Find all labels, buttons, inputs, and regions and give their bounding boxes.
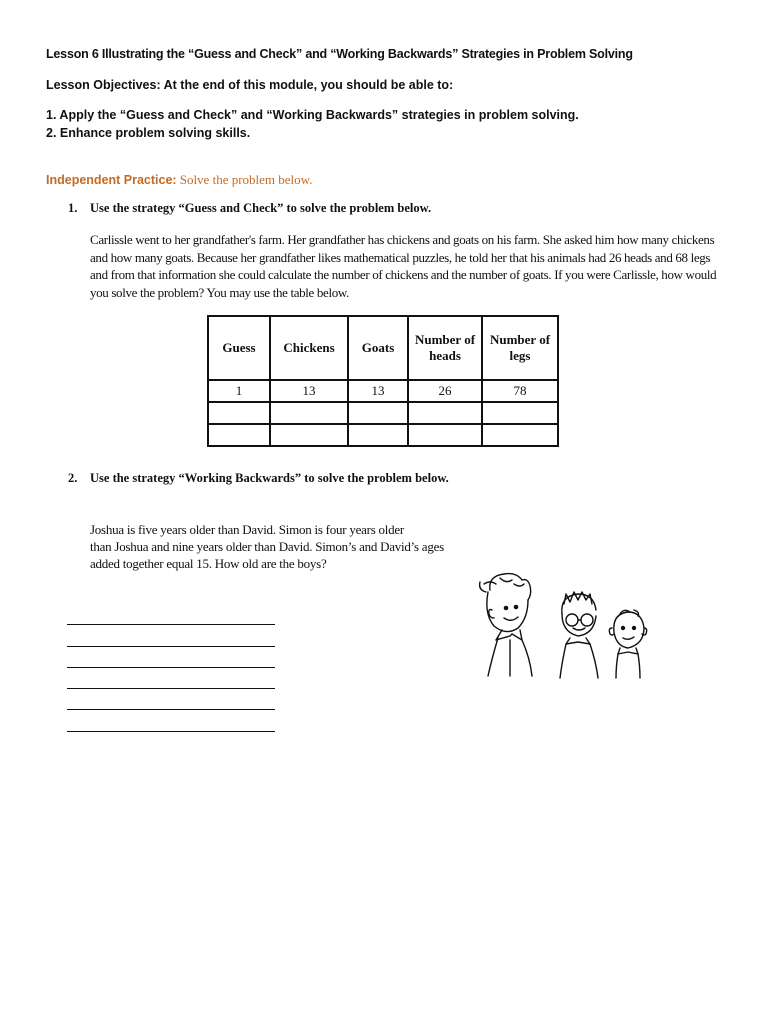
practice-text: Solve the problem below. [179, 172, 313, 187]
table-header: Number of heads [408, 316, 482, 380]
table-row [208, 380, 558, 402]
boy-joshua-drawing [480, 574, 532, 676]
table-cell[interactable] [348, 424, 408, 446]
table-cell: 13 [348, 380, 408, 402]
question-heading-text: Use the strategy “Working Backwards” to solve the problem below. [90, 471, 449, 485]
table-cell[interactable] [482, 402, 558, 424]
problem-1-text: Carlissle went to her grandfather's farm. Her grandfather has chickens and goats on his farm. She asked him how many chickens and how many goats. Because her grandfather likes mathematical puzzles, he told her that his animals had 26 heads and 68 legs and from that information she could calculate the number of chickens and the number of goats. If you were Carlissle, how would you solve the problem? You may use the table below. [90, 232, 717, 300]
boy-david-drawing [609, 610, 646, 678]
question-number: 2. [68, 471, 78, 485]
question-2-heading [68, 471, 449, 486]
question-1-heading [68, 201, 431, 216]
boy-simon-drawing [560, 592, 598, 678]
table-cell: 1 [208, 380, 270, 402]
table-cell[interactable] [408, 424, 482, 446]
table-cell[interactable] [208, 402, 270, 424]
table-cell: 26 [408, 380, 482, 402]
independent-practice [46, 172, 312, 188]
answer-line[interactable] [67, 689, 275, 710]
problem-line: Joshua is five years older than David. Simon is four years older [90, 522, 404, 537]
table-cell: 78 [482, 380, 558, 402]
question-number: 1. [68, 201, 78, 215]
objective-item: 2. Enhance problem solving skills. [46, 126, 251, 140]
answer-line[interactable] [67, 710, 275, 731]
table-header: Goats [348, 316, 408, 380]
answer-lines[interactable] [67, 604, 275, 732]
table-cell[interactable] [208, 424, 270, 446]
table-header-row [208, 316, 558, 380]
table-cell: 13 [270, 380, 348, 402]
question-heading-text: Use the strategy “Guess and Check” to solve the problem below. [90, 201, 432, 215]
lesson-title: Lesson 6 Illustrating the “Guess and Check” and “Working Backwards” Strategies in Problem Solving [46, 47, 633, 61]
problem-2-text [90, 521, 510, 572]
table-cell[interactable] [482, 424, 558, 446]
answer-line[interactable] [67, 604, 275, 625]
answer-line[interactable] [67, 647, 275, 668]
table-row[interactable] [208, 402, 558, 424]
practice-label: Independent Practice: [46, 173, 177, 187]
table-header: Chickens [270, 316, 348, 380]
problem-line: than Joshua and nine years older than David. Simon’s and David’s ages [90, 539, 444, 554]
table-cell[interactable] [348, 402, 408, 424]
three-boys-illustration [470, 570, 670, 682]
table-cell[interactable] [408, 402, 482, 424]
answer-line[interactable] [67, 625, 275, 646]
table-header: Guess [208, 316, 270, 380]
table-cell[interactable] [270, 402, 348, 424]
guess-check-table [207, 315, 559, 447]
objectives-heading: Lesson Objectives: At the end of this module, you should be able to: [46, 78, 454, 92]
table-cell[interactable] [270, 424, 348, 446]
answer-line[interactable] [67, 668, 275, 689]
objectives-list [46, 106, 579, 142]
table-header: Number of legs [482, 316, 558, 380]
problem-line: added together equal 15. How old are the boys? [90, 556, 327, 571]
objective-item: 1. Apply the “Guess and Check” and “Working Backwards” strategies in problem solving. [46, 108, 579, 122]
table-row[interactable] [208, 424, 558, 446]
